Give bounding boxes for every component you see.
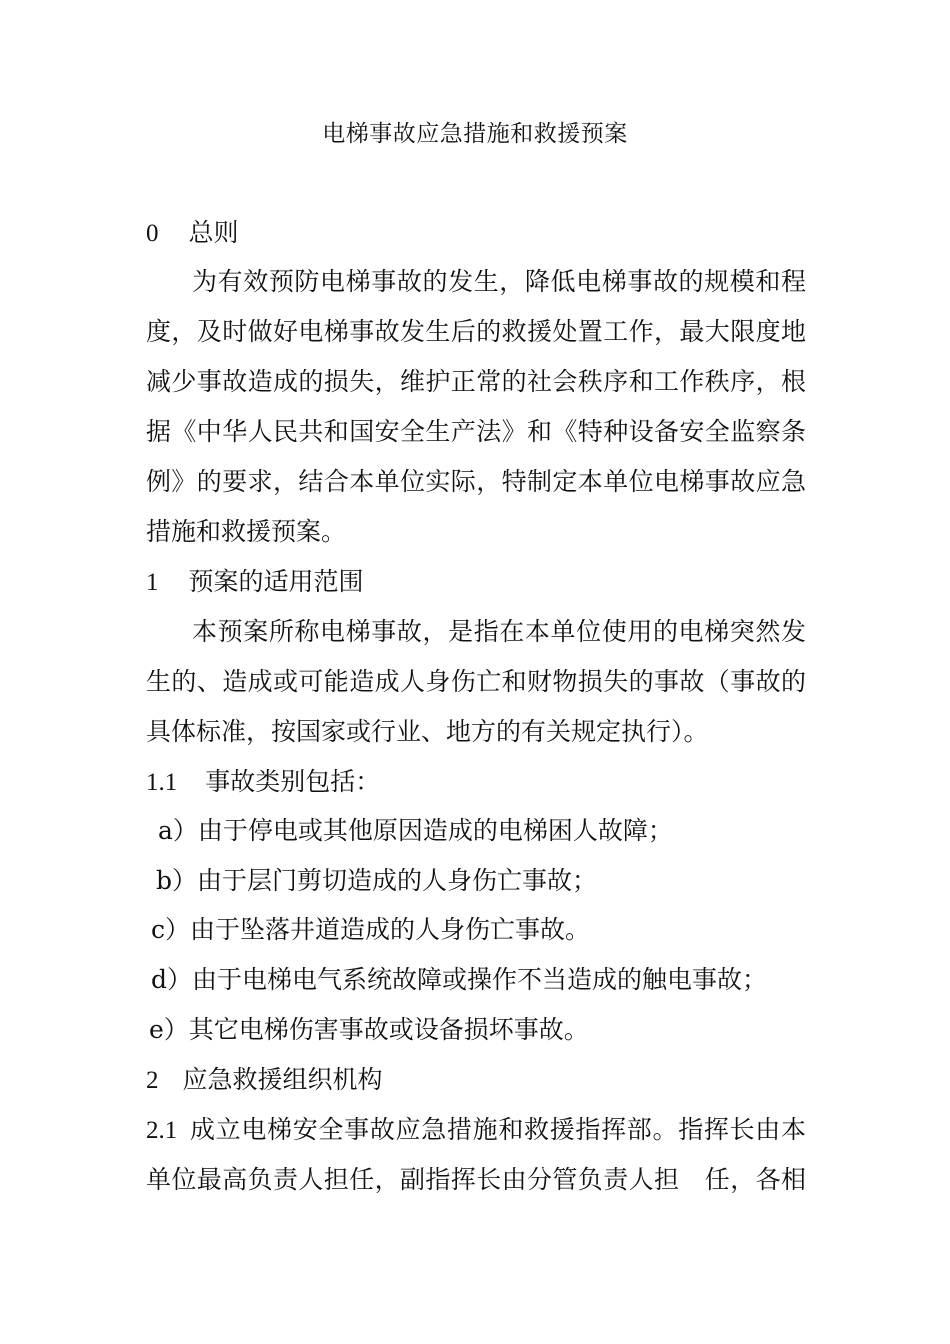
paragraph-line: 本预案所称电梯事故，是指在本单位使用的电梯突然发 [192, 617, 806, 646]
section-heading-text: 应急救援组织机构 [182, 1065, 383, 1094]
section-heading-2 [146, 1064, 383, 1097]
section-number: 0 [146, 220, 159, 247]
section-number: 2 [146, 1067, 159, 1094]
paragraph-line: 据《中华人民共和国安全生产法》和《特种设备安全监察条 [146, 417, 806, 446]
paragraph-line: 措施和救援预案。 [146, 517, 347, 546]
section-heading-1 [146, 566, 364, 599]
paragraph-line: 例》的要求，结合本单位实际，特制定本单位电梯事故应急 [146, 467, 806, 496]
section-heading-1-1 [146, 766, 380, 799]
paragraph-line: 具体标准，按国家或行业、地方的有关规定执行）。 [146, 717, 709, 746]
section-heading-text: 总则 [188, 218, 239, 247]
list-item: b）由于层门剪切造成的人身伤亡事故； [156, 866, 598, 895]
section-heading-text: 预案的适用范围 [188, 567, 364, 596]
paragraph-line: 度，及时做好电梯事故发生后的救援处置工作，最大限度地 [146, 317, 806, 346]
paragraph-line: 减少事故造成的损失，维护正常的社会秩序和工作秩序，根 [146, 367, 806, 396]
list-item: e）其它电梯伤害事故或设备损坏事故。 [149, 1015, 589, 1044]
section-heading-0 [146, 217, 239, 250]
list-item: a）由于停电或其他原因造成的电梯困人故障； [158, 816, 673, 845]
section-heading-text: 事故类别包括： [205, 767, 381, 796]
section-number: 2.1 [146, 1117, 178, 1144]
list-item: d）由于电梯电气系统故障或操作不当造成的触电事故； [151, 965, 768, 994]
paragraph-text: 成立电梯安全事故应急措施和救援指挥部。指挥长由本 [189, 1115, 806, 1144]
section-number: 1.1 [146, 769, 178, 796]
list-item: c）由于坠落井道造成的人身伤亡事故。 [151, 915, 591, 944]
paragraph-line: 生的、造成或可能造成人身伤亡和财物损失的事故（事故的 [146, 667, 806, 696]
paragraph-line: 为有效预防电梯事故的发生，降低电梯事故的规模和程 [192, 267, 806, 296]
section-number: 1 [146, 569, 159, 596]
paragraph-line: 单位最高负责人担任，副指挥长由分管负责人担 任，各相 [146, 1165, 806, 1194]
paragraph-line-2-1 [146, 1114, 806, 1147]
page-title: 电梯事故应急措施和救援预案 [322, 121, 628, 147]
